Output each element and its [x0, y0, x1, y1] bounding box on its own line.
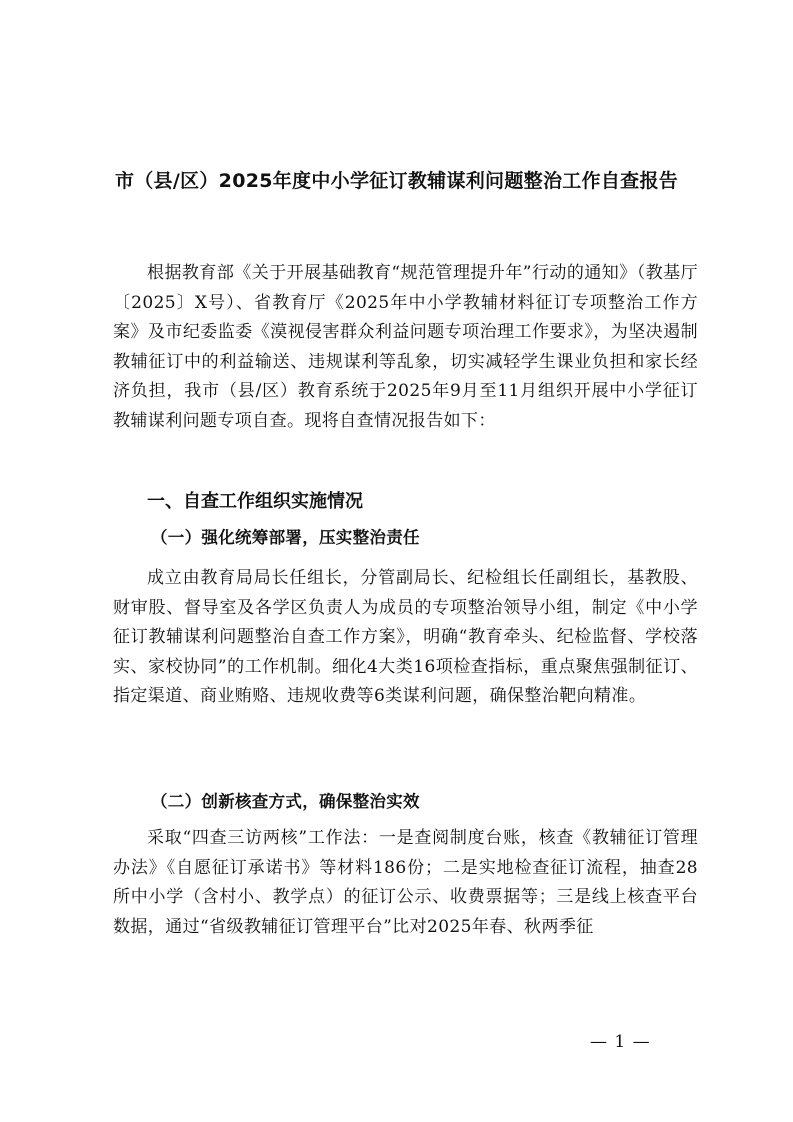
subsection-paragraph-2: 采取“四查三访两核”工作法：一是查阅制度台账，核查《教辅征订管理办法》《自愿征订承诺书》等材料186份；二是实地检查征订流程，抽查28所中小学（含村小、教学点）的征订公示、收费票据等；三是线上核查平台数据，通过“省级教辅征订管理平台”比对2025年春、秋两季征 [113, 828, 698, 937]
subsection-heading-2: （二）创新核查方式，确保整治实效 [151, 792, 420, 811]
document-title: 市（县/区）2025年度中小学征订教辅谋利问题整治工作自查报告 [114, 170, 679, 192]
intro-paragraph: 根据教育部《关于开展基础教育“规范管理提升年”行动的通知》（教基厅〔2025〕X号）、省教育厅《2025年中小学教辅材料征订专项整治工作方案》及市纪委监委《漠视侵害群众利益问题专项治理工作要求》，为坚决遏制教辅征订中的利益输送、违规谋利等乱象，切实减轻学生课业负担和家长经济负担，我市（县/区）教育系统于2025年9月至11月组织开展中小学征订教辅谋利问题专项自查。现将自查情况报告如下： [113, 263, 698, 431]
subsection-heading-1: （一）强化统筹部署，压实整治责任 [151, 528, 420, 547]
page-number: — 1 — [590, 1032, 651, 1052]
section-heading-1: 一、自查工作组织实施情况 [147, 491, 363, 512]
subsection-paragraph-1: 成立由教育局局长任组长，分管副局长、纪检组长任副组长，基教股、财审股、督导室及各学区负责人为成员的专项整治领导小组，制定《中小学征订教辅谋利问题整治自查工作方案》，明确“教育牵头、纪检监督、学校落实、家校协同”的工作机制。细化4大类16项检查指标，重点聚焦强制征订、指定渠道、商业贿赂、违规收费等6类谋利问题，确保整治靶向精准。 [113, 568, 698, 706]
